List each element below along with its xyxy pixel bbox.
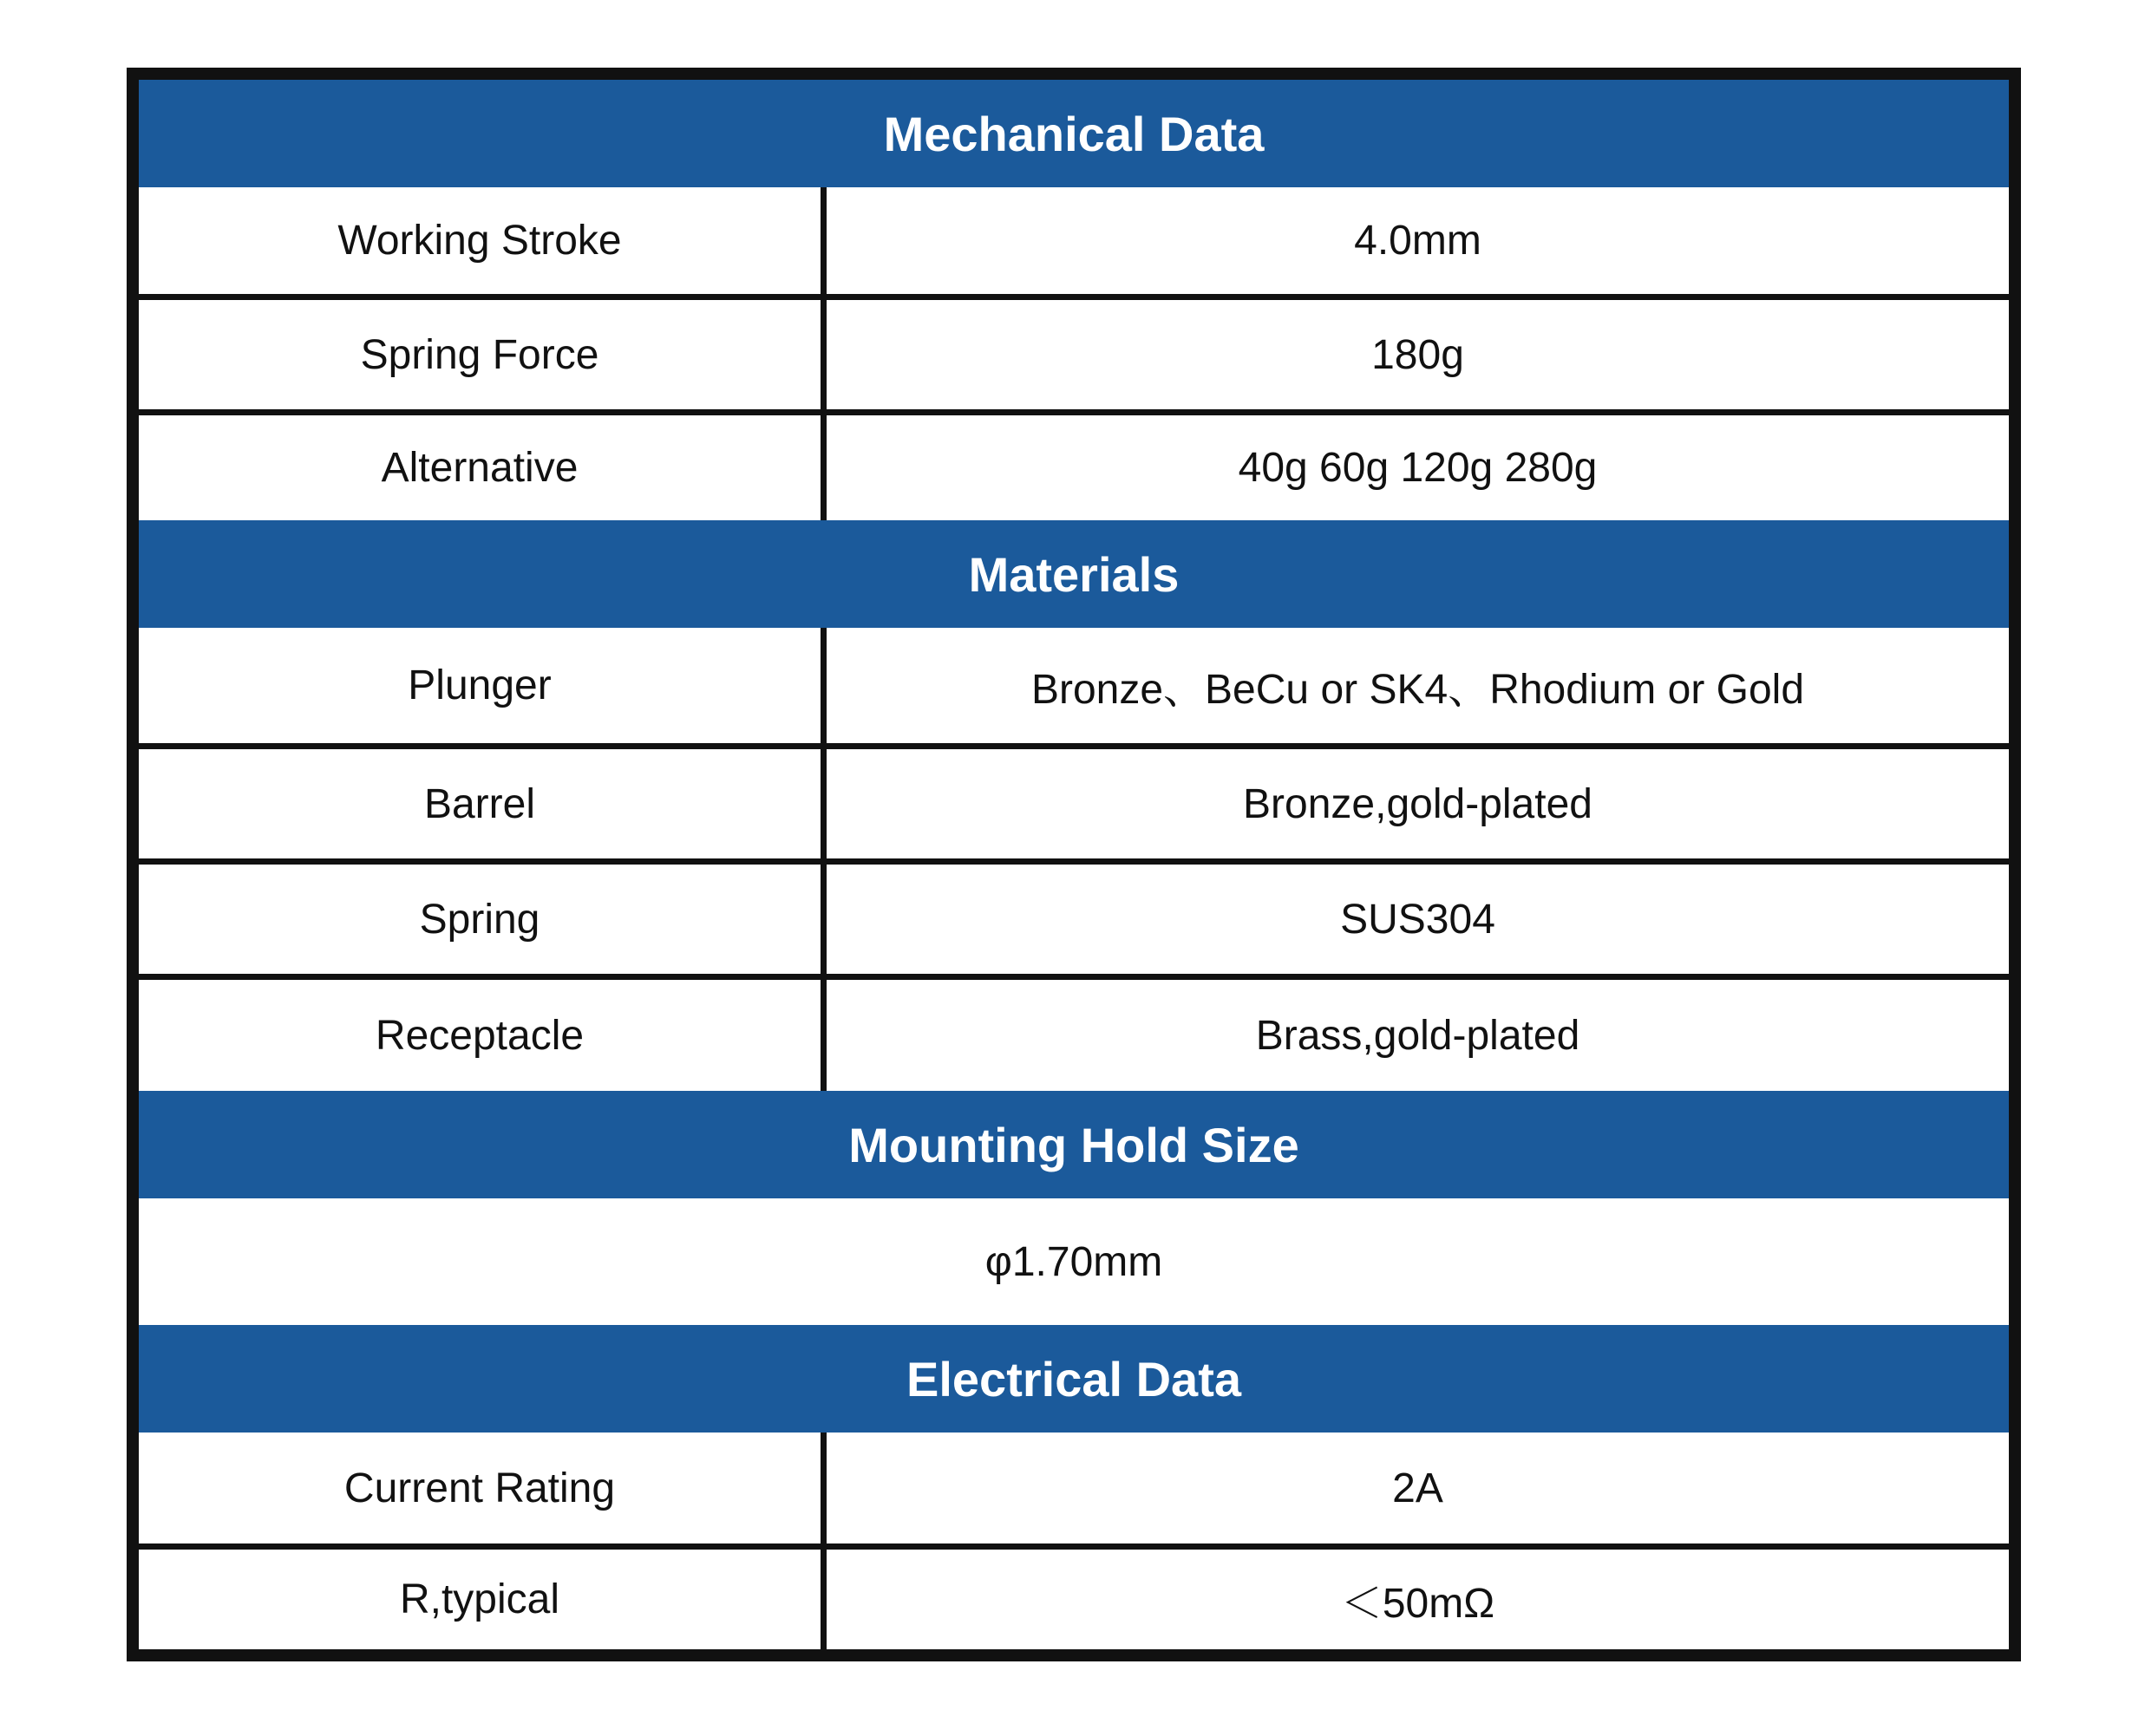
table-row <box>139 415 2009 520</box>
mechanical-data-header: Mechanical Data <box>139 80 2009 187</box>
receptacle-label: Receptacle <box>139 980 827 1091</box>
barrel-label: Barrel <box>139 749 827 858</box>
mounting-hold-size-value: φ1.70mm <box>984 1238 1163 1285</box>
mounting-hold-size-header: Mounting Hold Size <box>139 1091 2009 1198</box>
table-row <box>139 187 2009 300</box>
spring-force-label: Spring Force <box>139 300 827 409</box>
spring-label: Spring <box>139 865 827 974</box>
working-stroke-label: Working Stroke <box>139 187 827 294</box>
barrel-value: Bronze,gold-plated <box>1243 780 1592 827</box>
table-row <box>139 300 2009 415</box>
table-row <box>139 1198 2009 1325</box>
table-row <box>139 1550 2009 1649</box>
receptacle-value: Brass,gold-plated <box>1255 1012 1580 1059</box>
alternative-value: 40g 60g 120g 280g <box>1238 445 1598 491</box>
electrical-data-header: Electrical Data <box>139 1325 2009 1433</box>
spec-table <box>127 68 2021 1661</box>
current-rating-value: 2A <box>1392 1465 1443 1511</box>
spring-force-value: 180g <box>1371 331 1464 378</box>
current-rating-label: Current Rating <box>139 1433 827 1543</box>
table-row <box>139 865 2009 980</box>
r-typical-value: ＜50mΩ <box>1340 1581 1495 1627</box>
alternative-label: Alternative <box>139 415 827 520</box>
table-row <box>139 628 2009 749</box>
table-row <box>139 1433 2009 1550</box>
r-typical-label: R,typical <box>139 1550 827 1649</box>
materials-header: Materials <box>139 520 2009 628</box>
table-row <box>139 749 2009 865</box>
working-stroke-value: 4.0mm <box>1354 218 1481 264</box>
plunger-value: Bronze、BeCu or SK4、Rhodium or Gold <box>1030 667 1805 713</box>
spring-value: SUS304 <box>1340 896 1495 943</box>
table-row <box>139 980 2009 1091</box>
plunger-label: Plunger <box>139 628 827 743</box>
